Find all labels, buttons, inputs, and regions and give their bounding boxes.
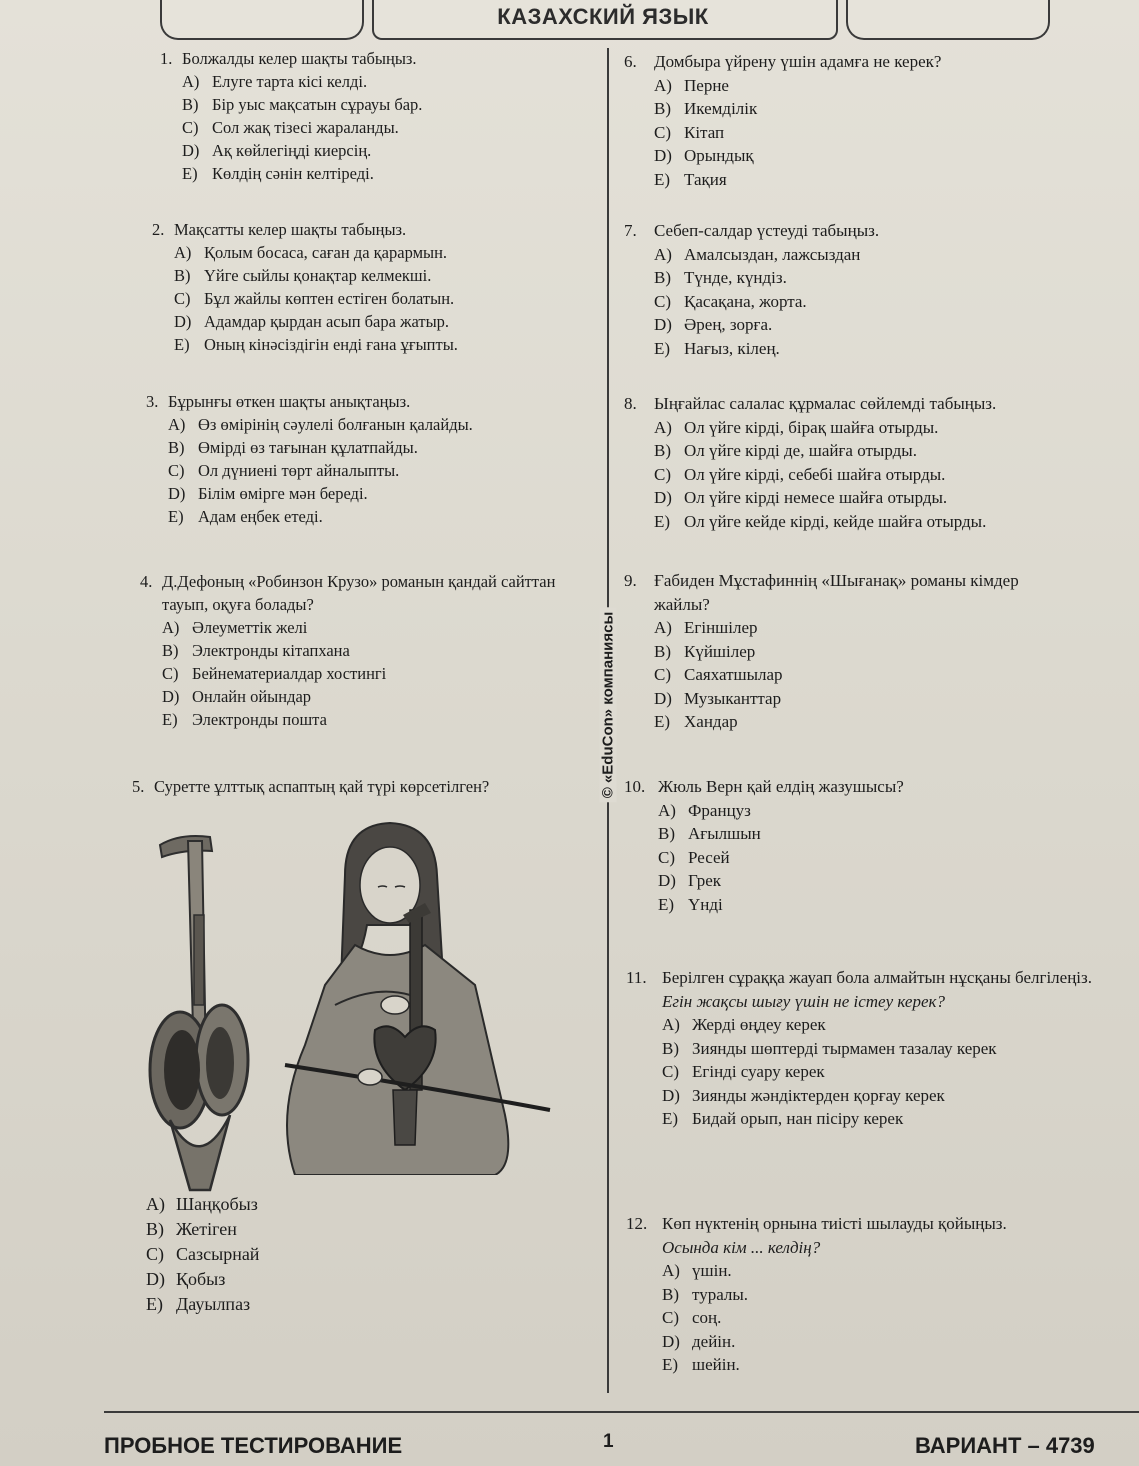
option-b[interactable]: B) Бір уыс мақсатын сұрауы бар.	[182, 95, 423, 114]
option-a[interactable]: A) Амалсыздан, лажсыздан	[654, 244, 861, 264]
option-c[interactable]: C) Саяхатшылар	[654, 665, 783, 684]
question-text: Болжалды келер шақты табыңыз.	[182, 49, 417, 68]
option-d[interactable]: D) Онлайн ойындар	[162, 687, 312, 706]
option-c[interactable]: C) соң.	[662, 1308, 722, 1327]
option-e[interactable]: E) Үнді	[658, 894, 723, 914]
option-c[interactable]: C) Ол үйге кірді, себебі шайға отырды.	[654, 464, 946, 484]
option-c[interactable]: C) Кітап	[654, 122, 725, 142]
option-e[interactable]: E) Көлдің сәнін келтіреді.	[182, 164, 374, 183]
option-d[interactable]: D) Музыканттар	[654, 688, 782, 708]
question-10: 10. Жюль Верн қай елдің жазушысы? A) Француз B) Ағылшын C) Ресей D) Грек E) Үнді	[624, 775, 1094, 916]
question-7: 7. Себеп-салдар үстеуді табыңыз. A) Амалсыздан, лажсыздан B) Түнде, күндіз. C) Қасақана, жорта. D) Әрең, зорға. E) Нағыз, кілең.	[624, 219, 1094, 360]
page-number: 1	[603, 1431, 614, 1452]
option-a[interactable]: A) Елуге тарта кісі келді.	[182, 72, 368, 91]
option-e[interactable]: E) Нағыз, кілең.	[654, 338, 780, 358]
question-text: Жюль Верн қай елдің жазушысы?	[658, 777, 904, 796]
question-6: 6. Домбыра үйрену үшін адамға не керек? A) Перне B) Икемділік C) Кітап D) Орындық E) Тақия	[624, 50, 1094, 191]
question-text: Көп нүктенің орнына тиісті шылауды қойыңыз.	[662, 1214, 1007, 1233]
option-e[interactable]: E) Электронды пошта	[162, 710, 327, 729]
option-e[interactable]: E) Адам еңбек етеді.	[168, 507, 323, 526]
kobyz-instrument-illustration	[140, 815, 260, 1195]
option-a[interactable]: A) Жерді өңдеу керек	[662, 1015, 826, 1034]
option-c[interactable]: C) Сол жақ тізесі жараланды.	[182, 118, 399, 137]
option-d[interactable]: D) Зиянды жәндіктерден қорғау керек	[662, 1085, 945, 1105]
option-b[interactable]: B) Түнде, күндіз.	[654, 268, 787, 287]
option-d[interactable]: D) Ақ көйлегіңді киерсің.	[182, 141, 372, 160]
option-d[interactable]: D) Адамдар қырдан асып бара жатыр.	[174, 312, 450, 331]
question-5: 5. Суретте ұлттық аспаптың қай түрі көрсетілген?	[132, 775, 592, 798]
question-text: Ыңғайлас салалас құрмалас сөйлемді табыңыз.	[654, 394, 997, 413]
option-e[interactable]: E) Тақия	[654, 169, 727, 189]
option-c[interactable]: C) Егінді суару керек	[662, 1062, 825, 1081]
question-2: 2. Мақсатты келер шақты табыңыз. A) Қолым босаса, саған да қарармын. B) Үйге сыйлы қонақтар келмекші. C) Бұл жайлы көптен естіген болатын. D) Адамдар қырдан асып бара жатыр. E) Оның кінәсіздігін енді ғана ұғыпты.	[152, 218, 592, 356]
question-4: 4. Д.Дефоның «Робинзон Крузо» романын қандай сайттан тауып, оқуға болады? A) Әлеуметтік желі B) Электронды кітапхана C) Бейнематериалдар хостингі D) Онлайн ойындар E) Электронды пошта	[140, 570, 585, 731]
question-subtext: Осында кім ... келдің?	[662, 1237, 821, 1257]
question-subtext: Егін жақсы шығу үшін не істеу керек?	[662, 991, 945, 1011]
option-b[interactable]: B) Өмірді өз тағынан құлатпайды.	[168, 438, 418, 457]
option-d[interactable]: D) Ол үйге кірді немесе шайға отырды.	[654, 488, 948, 507]
question-text: Берілген сұраққа жауап бола алмайтын нұсқаны белгілеңіз.	[662, 968, 1092, 987]
option-a[interactable]: A) Перне	[654, 75, 729, 95]
option-c[interactable]: C) Ол дүниені төрт айналыпты.	[168, 461, 400, 480]
option-a[interactable]: A) Ол үйге кірді, бірақ шайға отырды.	[654, 417, 939, 437]
option-e[interactable]: E) шейін.	[662, 1355, 740, 1374]
question-text: Себеп-салдар үстеуді табыңыз.	[654, 221, 880, 240]
question-text: Мақсатты келер шақты табыңыз.	[174, 220, 407, 239]
footer-test-label: ПРОБНОЕ ТЕСТИРОВАНИЕ	[104, 1433, 403, 1458]
question-text: Суретте ұлттық аспаптың қай түрі көрсетілген?	[154, 777, 490, 796]
option-a[interactable]: A) Егіншілер	[654, 618, 758, 637]
option-e[interactable]: E) Дауылпаз	[146, 1294, 251, 1314]
question-5-options	[146, 1192, 346, 1317]
question-text: Ғабиден Мұстафиннің «Шығанақ» романы кімдер жайлы?	[654, 571, 1019, 614]
watermark: © «EduCon» компаниясы	[596, 585, 620, 825]
option-c[interactable]: C) Ресей	[658, 847, 730, 867]
question-1: 1. Болжалды келер шақты табыңыз. A) Елуге тарта кісі келді. B) Бір уыс мақсатын сұрауы бар. C) Сол жақ тізесі жараланды. D) Ақ көйлегіңді киерсің. E) Көлдің сәнін келтіреді.	[160, 47, 590, 185]
girl-playing-kobyz-illustration	[275, 815, 555, 1175]
option-b[interactable]: B) Электронды кітапхана	[162, 641, 350, 660]
option-a[interactable]: A) Шаңқобыз	[146, 1194, 258, 1214]
option-b[interactable]: B) Икемділік	[654, 99, 758, 118]
option-b[interactable]: B) Зиянды шөптерді тырмамен тазалау керек	[662, 1038, 997, 1058]
option-a[interactable]: A) Өз өмірінің сәулелі болғанын қалайды.	[168, 415, 473, 434]
option-d[interactable]: D) Әрең, зорға.	[654, 315, 773, 334]
option-a[interactable]: A) Француз	[658, 800, 751, 820]
question-text: Д.Дефоның «Робинзон Крузо» романын қандай сайттан тауып, оқуға болады?	[162, 572, 556, 614]
question-9: 9. Ғабиден Мұстафиннің «Шығанақ» романы кімдер жайлы? A) Егіншілер B) Күйшілер C) Саяхатшылар D) Музыканттар E) Хандар	[624, 569, 1054, 734]
option-d[interactable]: D) Орындық	[654, 146, 754, 165]
option-b[interactable]: B) Күйшілер	[654, 641, 756, 661]
subject-title: КАЗАХСКИЙ ЯЗЫК	[497, 4, 709, 29]
option-a[interactable]: A) Әлеуметтік желі	[162, 618, 308, 637]
question-11: 11. Берілген сұраққа жауап бола алмайтын нұсқаны белгілеңіз. Егін жақсы шығу үшін не істеу керек? A) Жерді өңдеу керек B) Зиянды шөптерді тырмамен тазалау керек C) Егінді суару керек D) Зиянды жәндіктерден қорғау керек E) Бидай орып, нан пісіру керек	[626, 966, 1096, 1131]
option-c[interactable]: C) Бұл жайлы көптен естіген болатын.	[174, 289, 455, 308]
header-tab-right	[846, 0, 1050, 40]
question-3: 3. Бұрынғы өткен шақты анықтаңыз. A) Өз өмірінің сәулелі болғанын қалайды. B) Өмірді өз тағынан құлатпайды. C) Ол дүниені төрт айналыпты. D) Білім өмірге мән береді. E) Адам еңбек етеді.	[146, 390, 591, 528]
option-a[interactable]: A) Қолым босаса, саған да қарармын.	[174, 243, 448, 262]
question-text: Домбыра үйрену үшін адамға не керек?	[654, 52, 942, 71]
question-text: Бұрынғы өткен шақты анықтаңыз.	[168, 392, 411, 411]
question-8: 8. Ыңғайлас салалас құрмалас сөйлемді табыңыз. A) Ол үйге кірді, бірақ шайға отырды. B) Ол үйге кірді де, шайға отырды. C) Ол үйге кірді, себебі шайға отырды. D) Ол үйге кірді немесе шайға отырды. E) Ол үйге кейде кірді, кейде шайға отырды.	[624, 392, 1104, 533]
option-e[interactable]: E) Хандар	[654, 712, 738, 731]
option-d[interactable]: D) Грек	[658, 871, 722, 890]
option-b[interactable]: B) Жетіген	[146, 1219, 237, 1239]
option-d[interactable]: D) дейін.	[662, 1331, 736, 1351]
option-c[interactable]: C) Бейнематериалдар хостингі	[162, 664, 387, 683]
option-b[interactable]: B) Ағылшын	[658, 824, 761, 843]
option-d[interactable]: D) Білім өмірге мән береді.	[168, 484, 368, 503]
option-a[interactable]: A) үшін.	[662, 1261, 732, 1280]
header-tab-left	[160, 0, 364, 40]
option-b[interactable]: B) Үйге сыйлы қонақтар келмекші.	[174, 266, 432, 285]
question-12: 12. Көп нүктенің орнына тиісті шылауды қойыңыз. Осында кім ... келдің? A) үшін. B) туралы. C) соң. D) дейін. E) шейін.	[626, 1212, 1106, 1377]
option-c[interactable]: C) Қасақана, жорта.	[654, 291, 807, 311]
footer-divider	[104, 1411, 1139, 1413]
option-b[interactable]: B) Ол үйге кірді де, шайға отырды.	[654, 441, 917, 460]
option-d[interactable]: D) Қобыз	[146, 1269, 226, 1289]
variant-label: ВАРИАНТ – 4739	[915, 1433, 1095, 1458]
option-c[interactable]: C) Сазсырнай	[146, 1244, 260, 1264]
option-e[interactable]: E) Ол үйге кейде кірді, кейде шайға отырды.	[654, 511, 987, 531]
option-e[interactable]: E) Оның кінәсіздігін енді ғана ұғыпты.	[174, 335, 458, 354]
option-b[interactable]: B) туралы.	[662, 1284, 749, 1304]
option-e[interactable]: E) Бидай орып, нан пісіру керек	[662, 1109, 904, 1128]
